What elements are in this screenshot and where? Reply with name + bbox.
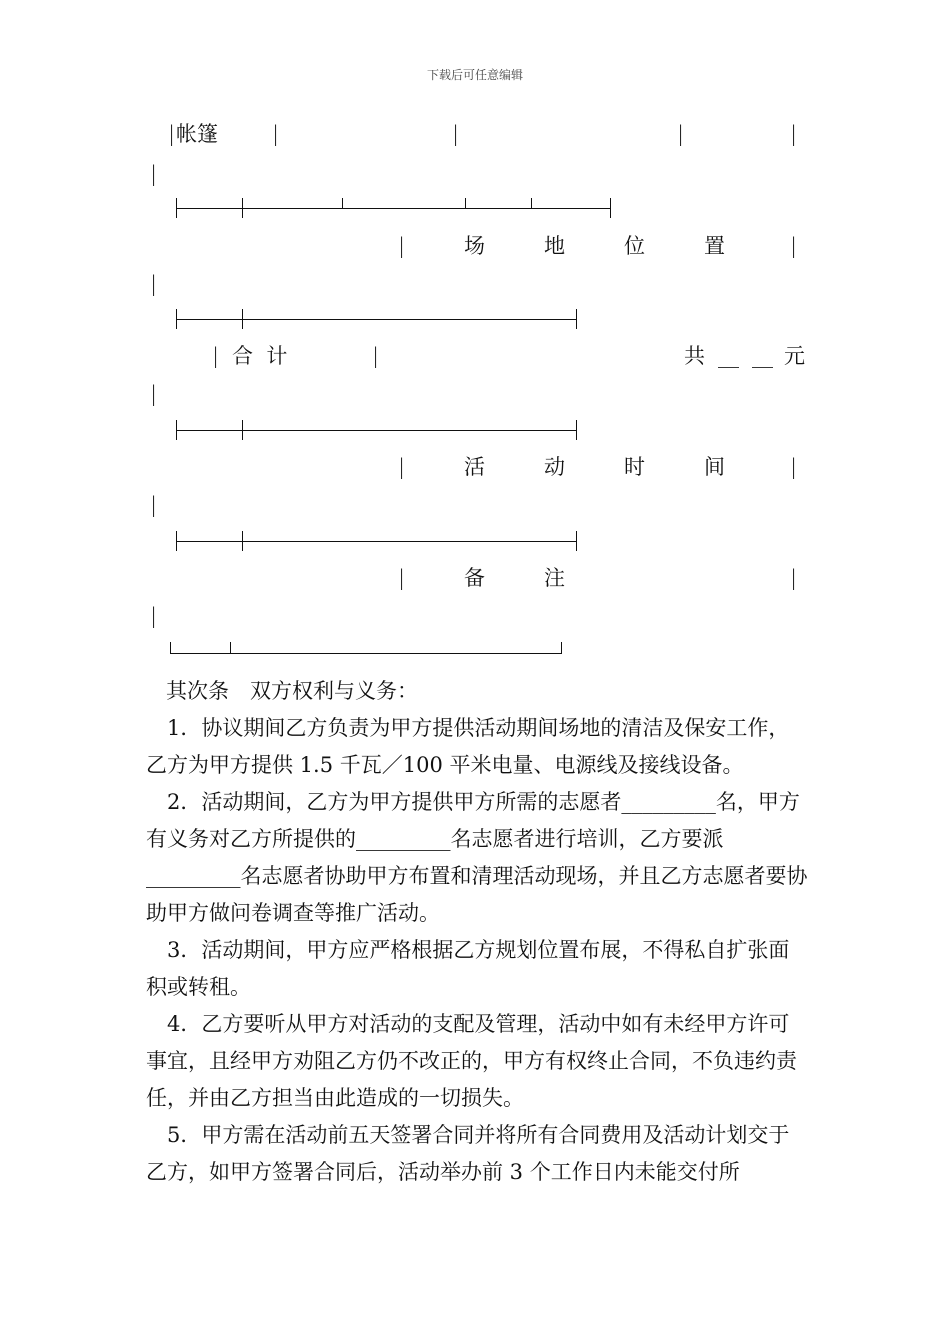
total-label: 合 计 bbox=[232, 344, 288, 368]
total-value-part: 共 bbox=[684, 344, 705, 368]
page-header: 下载后可任意编辑 bbox=[426, 68, 523, 82]
table-border: | bbox=[272, 122, 280, 146]
table-border: | bbox=[790, 122, 798, 146]
time-label-char: 活 bbox=[464, 455, 485, 479]
site-label-char: 地 bbox=[544, 234, 565, 258]
table-border: | bbox=[677, 122, 685, 146]
table-border bbox=[342, 198, 343, 208]
table-border bbox=[610, 198, 611, 218]
table-border bbox=[176, 430, 576, 431]
table-border bbox=[242, 309, 243, 329]
table-border bbox=[561, 642, 562, 654]
table-border: | bbox=[452, 122, 460, 146]
table-border: | bbox=[790, 455, 798, 479]
table-border: | bbox=[150, 272, 158, 296]
tent-label: 帐篷 bbox=[176, 122, 218, 146]
site-label-char: 场 bbox=[464, 234, 485, 258]
table-border bbox=[170, 653, 562, 654]
article-heading: 其次条 双方权利与义务： bbox=[166, 679, 418, 703]
time-label-char: 间 bbox=[704, 455, 725, 479]
table-border bbox=[242, 420, 243, 440]
table-border: | bbox=[150, 604, 158, 628]
site-label-char: 位 bbox=[624, 234, 645, 258]
time-label-char: 动 bbox=[544, 455, 565, 479]
article-paragraph: 4．乙方要听从甲方对活动的支配及管理，活动中如有未经甲方许可事宜，且经甲方劝阻乙方仍不改正的，甲方有权终止合同，不负违约责任，并由乙方担当由此造成的一切损失。 bbox=[146, 1012, 797, 1110]
article-paragraph: 2．活动期间，乙方为甲方提供甲方所需的志愿者_________名，甲方有义务对乙方所提供的_________名志愿者进行培训，乙方要派_________名志愿者协助甲方布置和清理活动现场，并且乙方志愿者要协助甲方做问卷调查等推广活动。 bbox=[146, 790, 808, 925]
remark-label-char: 备 bbox=[464, 566, 485, 590]
table-border bbox=[176, 319, 576, 320]
table-border bbox=[230, 642, 231, 654]
site-label-char: 置 bbox=[704, 234, 725, 258]
table-border: | bbox=[398, 234, 406, 258]
total-value-part: __ bbox=[718, 344, 739, 368]
remark-label-char: 注 bbox=[544, 566, 565, 590]
table-border: | bbox=[372, 344, 380, 368]
table-border: | bbox=[150, 382, 158, 406]
table-border: | bbox=[150, 162, 158, 186]
table-border bbox=[242, 531, 243, 551]
table-border: | bbox=[150, 493, 158, 517]
table-border: | bbox=[398, 455, 406, 479]
article-paragraph: 3．活动期间，甲方应严格根据乙方规划位置布展，不得私自扩张面积或转租。 bbox=[146, 938, 790, 999]
table-border bbox=[576, 531, 577, 551]
table-border bbox=[465, 198, 466, 208]
table-border: | bbox=[790, 234, 798, 258]
table-border: | bbox=[212, 344, 220, 368]
time-label-char: 时 bbox=[624, 455, 645, 479]
table-border: | bbox=[790, 566, 798, 590]
total-value-part: 元 bbox=[784, 344, 805, 368]
article-paragraph: 1．协议期间乙方负责为甲方提供活动期间场地的清洁及保安工作，乙方为甲方提供 1.5 千瓦／100 平米电量、电源线及接线设备。 bbox=[146, 716, 790, 777]
article-paragraph: 5．甲方需在活动前五天签署合同并将所有合同费用及活动计划交于乙方，如甲方签署合同后，活动举办前 3 个工作日内未能交付所 bbox=[146, 1123, 790, 1184]
table-border bbox=[531, 198, 532, 208]
table-border bbox=[242, 198, 243, 218]
table-border bbox=[176, 541, 576, 542]
table-border bbox=[576, 309, 577, 329]
total-value-part: __ bbox=[752, 344, 773, 368]
table-border: | bbox=[168, 122, 176, 146]
table-border: | bbox=[398, 566, 406, 590]
table-border bbox=[576, 420, 577, 440]
